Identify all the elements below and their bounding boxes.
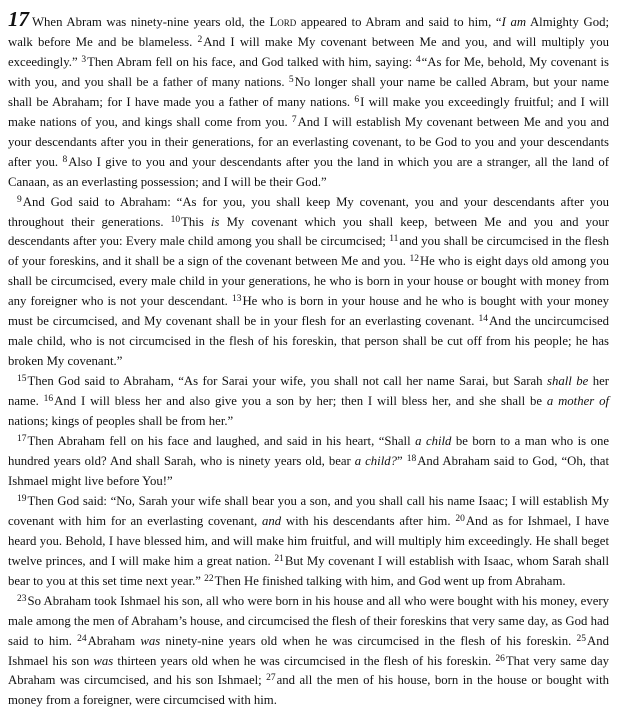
verse-text: So Abraham took Ishmael his son, all who were born in his house and all who were bought with his money, every male among the men of Abraham’s house, and circumcised the flesh of their foreskins that very same day, as God had said to him. xyxy=(8,593,609,648)
verse-number: 19 xyxy=(17,493,27,504)
verse-text: appeared to Abram and said to him, “ xyxy=(296,15,502,29)
verse-number: 22 xyxy=(204,573,214,584)
italic-text: a child? xyxy=(354,453,398,468)
verse-number: 20 xyxy=(455,513,465,524)
italic-text: I am xyxy=(501,15,527,29)
verse-text: and you shall be circumcised in the flesh of your foreskins, and it shall be a sign of the covenant between Me and you. xyxy=(8,234,609,269)
verse-text: Then Abram fell on his face, and God talked with him, saying: xyxy=(87,54,416,69)
verse-number: 13 xyxy=(231,294,242,305)
verse-number: 25 xyxy=(576,633,586,644)
verse-text: Also I give to you and your descendants after you the land in which you are a stranger, all the land of Canaan, as an everlasting possession; and I will be their God.” xyxy=(8,154,609,189)
verse-text: nations; kings of peoples shall be from her.” xyxy=(8,414,234,429)
verse-text: be born to a man who is one hundred years old? And shall Sarah, who is ninety years old, bear xyxy=(8,434,609,468)
verse-text: My covenant which you shall keep, between Me and you and your descendants after you: Every male child among you shall be circumcised; xyxy=(8,214,610,249)
verse-number: 23 xyxy=(17,593,27,604)
verse-number: 8 xyxy=(62,154,68,165)
verse-text: No longer shall your name be called Abram, but your name shall be Abraham; for I have made you a father of many nations. xyxy=(8,74,610,109)
verse-number: 27 xyxy=(266,673,276,684)
verse-paragraph xyxy=(8,592,609,712)
verse-text: ” xyxy=(397,453,407,468)
italic-text: and xyxy=(262,513,282,528)
verse-text: her name. xyxy=(8,374,610,409)
verse-number: 2 xyxy=(197,34,203,45)
verse-text: Then Abraham fell on his face and laughed, and said in his heart, “Shall xyxy=(27,434,416,449)
verse-paragraph xyxy=(8,372,609,432)
verse-number: 18 xyxy=(406,453,417,464)
verse-text: And Ishmael his son xyxy=(8,633,609,668)
verse-text: And as for Ishmael, I have heard you. Behold, I have blessed him, and will make him fruitful, and will multiply him exceedingly. He shall beget twelve princes, and I will make him a great nation. xyxy=(8,513,609,568)
verse-text: And God said to Abraham: “As for you, you shall keep My covenant, you and your descendants after you throughout their generations. xyxy=(8,194,609,229)
verse-text: When Abram was ninety-nine years old, the xyxy=(32,15,270,29)
verse-number: 14 xyxy=(478,314,489,325)
italic-text: is xyxy=(210,214,220,229)
chapter-number: 17 xyxy=(8,7,29,31)
verse-text: Then He finished talking with him, and God went up from Abraham. xyxy=(214,573,566,588)
italic-text: shall be xyxy=(547,374,589,389)
verse-text: ninety-nine years old when he was circumcised in the flesh of his foreskin. xyxy=(160,633,577,648)
verse-number: 7 xyxy=(291,114,297,125)
verse-paragraph xyxy=(8,193,609,373)
verse-text: Then God said to Abraham, “As for Sarai your wife, you shall not call her name Sarai, but Sarah xyxy=(27,374,547,389)
verse-paragraph xyxy=(8,432,609,492)
verse-text: He who is born in your house and he who is bought with your money must be circumcised, and My covenant shall be in your flesh for an everlasting covenant. xyxy=(8,294,610,329)
italic-text: a child xyxy=(415,434,452,449)
verse-text: He who is eight days old among you shall be circumcised, every male child in your generations, he who is born in your house or bought with money from any foreigner who is not your descendant. xyxy=(8,254,610,309)
verse-text: “As for Me, behold, My covenant is with you, and you shall be a father of many nations. xyxy=(8,54,609,89)
verse-text: But My covenant I will establish with Isaac, whom Sarah shall bear to you at this set time next year.” xyxy=(8,553,609,588)
verse-number: 4 xyxy=(415,54,421,65)
verse-number: 5 xyxy=(288,74,294,85)
verse-text: And I will make My covenant between Me and you, and will multiply you exceedingly.” xyxy=(8,34,610,69)
verse-number: 17 xyxy=(17,434,27,445)
verse-text: thirteen years old when he was circumcised in the flesh of his foreskin. xyxy=(113,653,496,668)
divine-name: Lord xyxy=(269,15,297,29)
verse-number: 10 xyxy=(170,214,181,225)
italic-text: was xyxy=(93,653,114,668)
verse-paragraph xyxy=(8,492,609,592)
verse-text: And I will establish My covenant between Me and you and your descendants after you in their generations, for an everlasting covenant, to be God to you and your descendants after you. xyxy=(8,114,609,169)
verse-text: I will make you exceedingly fruitful; and I will make nations of you, and kings shall come from you. xyxy=(8,94,609,129)
verse-text: And the uncircumcised male child, who is not circumcised in the flesh of his foreskin, that person shall be cut off from his people; he has broken My covenant.” xyxy=(8,314,609,369)
verse-text: with his descendants after him. xyxy=(281,513,456,528)
verse-text: And I will bless her and also give you a son by her; then I will bless her, and she shall be xyxy=(54,394,547,409)
verse-number: 11 xyxy=(389,234,399,245)
verse-paragraph xyxy=(8,9,609,193)
verse-text: and all the men of his house, born in the house or bought with money from a foreigner, were circumcised with him. xyxy=(8,673,609,708)
italic-text: a mother of xyxy=(546,394,609,409)
verse-number: 15 xyxy=(17,374,27,385)
verse-text: Abraham xyxy=(87,633,141,648)
verse-number: 16 xyxy=(43,394,54,405)
verse-text: And Abraham said to God, “Oh, that Ishmael might live before You!” xyxy=(8,453,609,488)
verse-text: That very same day Abraham was circumcised, and his son Ishmael; xyxy=(8,653,609,688)
verse-number: 6 xyxy=(354,94,360,105)
verse-text: Almighty God; walk before Me and be blameless. xyxy=(8,15,609,49)
verse-number: 9 xyxy=(17,194,22,205)
verse-number: 24 xyxy=(77,633,87,644)
italic-text: was xyxy=(140,633,161,648)
verse-number: 3 xyxy=(81,54,87,65)
verse-number: 26 xyxy=(495,653,505,664)
verse-number: 12 xyxy=(409,254,419,265)
verse-number: 21 xyxy=(274,553,284,564)
verse-text: Then God said: “No, Sarah your wife shall bear you a son, and you shall call his name Isaac; I will establish My covenant with him for an everlasting covenant, xyxy=(8,493,609,528)
verse-text: This xyxy=(181,214,211,229)
